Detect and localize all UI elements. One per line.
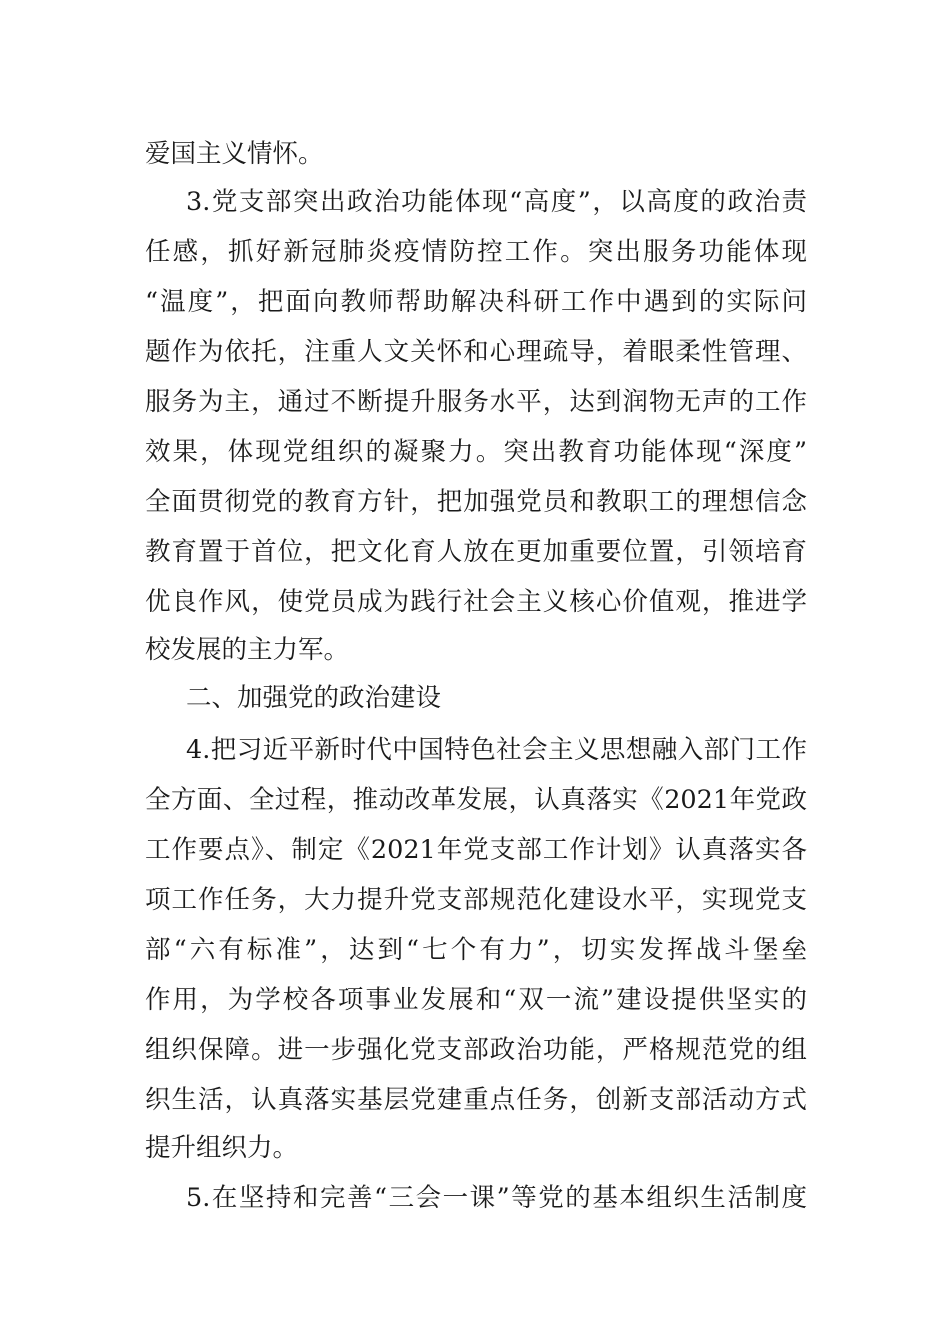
- paragraph-line: 爱国主义情怀。: [145, 139, 324, 169]
- paragraph-line: 全方面、全过程，推动改革发展，认真落实《2021年党政: [145, 785, 807, 815]
- paragraph-line: 优良作风，使党员成为践行社会主义核心价值观，推进学: [145, 587, 807, 617]
- paragraph-line: 工作要点》、制定《2021年党支部工作计划》认真落实各: [145, 835, 807, 865]
- paragraph-line: 教育置于首位，把文化育人放在更加重要位置，引领培育: [145, 537, 807, 567]
- paragraph-line: 全面贯彻党的教育方针，把加强党员和教职工的理想信念: [145, 487, 807, 517]
- paragraph-line: 效果，体现党组织的凝聚力。突出教育功能体现“深度”: [145, 437, 807, 467]
- paragraph-line: 3.党支部突出政治功能体现“高度”，以高度的政治责: [186, 187, 807, 217]
- paragraph-line: 题作为依托，注重人文关怀和心理疏导，着眼柔性管理、: [145, 337, 807, 367]
- paragraph-line: 作用，为学校各项事业发展和“双一流”建设提供坚实的: [145, 985, 807, 1015]
- section-heading: 二、加强党的政治建设: [186, 683, 442, 713]
- paragraph-line: 部“六有标准”，达到“七个有力”，切实发挥战斗堡垒: [145, 935, 807, 965]
- paragraph-line: 5.在坚持和完善“三会一课”等党的基本组织生活制度: [186, 1183, 807, 1213]
- paragraph-line: “温度”，把面向教师帮助解决科研工作中遇到的实际问: [145, 287, 807, 317]
- paragraph-line: 提升组织力。: [145, 1133, 299, 1163]
- paragraph-line: 织生活，认真落实基层党建重点任务，创新支部活动方式: [145, 1085, 807, 1115]
- paragraph-line: 组织保障。进一步强化党支部政治功能，严格规范党的组: [145, 1035, 807, 1065]
- paragraph-line: 项工作任务，大力提升党支部规范化建设水平，实现党支: [145, 885, 807, 915]
- paragraph-line: 任感，抓好新冠肺炎疫情防控工作。突出服务功能体现: [145, 237, 807, 267]
- paragraph-line: 校发展的主力军。: [145, 635, 350, 665]
- paragraph-line: 4.把习近平新时代中国特色社会主义思想融入部门工作: [186, 735, 807, 765]
- paragraph-line: 服务为主，通过不断提升服务水平，达到润物无声的工作: [145, 387, 807, 417]
